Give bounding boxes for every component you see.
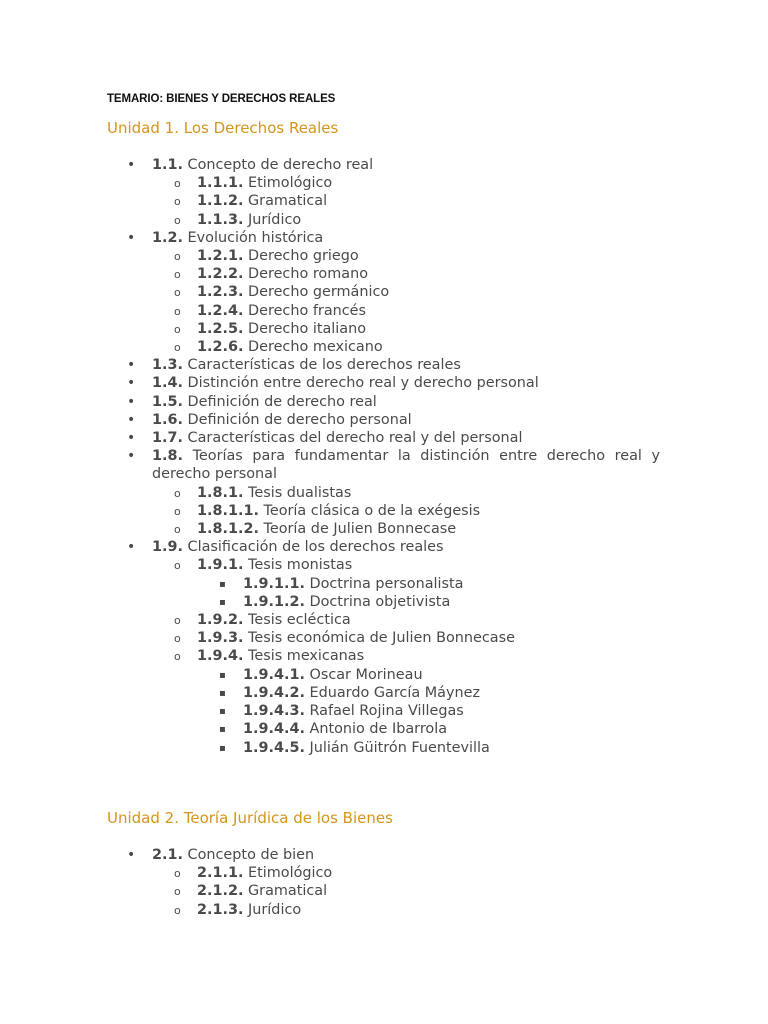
circle-bullet-icon: o [174, 486, 181, 500]
outline-item-level-1 [0, 229, 768, 247]
item-number: 1.9.1. [197, 557, 244, 574]
item-number: 1.9.4.4. [243, 721, 305, 738]
item-number: 2.1. [152, 847, 183, 863]
outline-item-level-1 [0, 846, 768, 864]
outline-item-level-1 [0, 538, 768, 556]
item-number: 1.4. [152, 375, 183, 392]
square-bullet-icon: ▪ [219, 669, 226, 681]
outline-item-level-1 [0, 429, 768, 447]
item-number: 1.1.3. [197, 211, 244, 228]
unit-1-heading: Unidad 1. Los Derechos Reales [107, 119, 339, 137]
square-bullet-icon: ▪ [219, 687, 226, 699]
outline-item-level-1 [0, 447, 660, 483]
item-text: Derecho germánico [248, 284, 390, 301]
outline-item-level-3 [0, 702, 768, 720]
item-text: Distinción entre derecho real y derecho personal [187, 375, 539, 392]
outline-item-level-2 [0, 174, 768, 192]
bullet-icon: • [127, 847, 136, 863]
item-text: Antonio de Ibarrola [309, 721, 448, 738]
item-text: Etimológico [248, 865, 333, 882]
outline-item-level-1 [0, 356, 768, 374]
bullet-icon: • [127, 357, 136, 374]
item-text: Características del derecho real y del personal [187, 430, 523, 447]
outline-item-level-2 [0, 302, 768, 320]
outline-item-level-1 [0, 411, 768, 429]
item-text: Eduardo García Máynez [309, 684, 480, 701]
bullet-icon: • [127, 157, 136, 173]
item-number: 2.1.1. [197, 865, 244, 882]
item-number: 1.9.2. [197, 612, 244, 629]
item-number: 1.6. [152, 411, 183, 428]
circle-bullet-icon: o [174, 559, 181, 573]
item-number: 1.8.1. [197, 484, 244, 501]
item-text: Clasificación de los derechos reales [187, 539, 444, 556]
outline-item-level-2 [0, 338, 768, 356]
item-text: Derecho griego [248, 248, 359, 265]
item-number: 1.7. [152, 430, 183, 447]
bullet-icon: • [127, 430, 136, 447]
item-text: Jurídico [248, 901, 302, 918]
item-text: Derecho romano [248, 266, 368, 283]
item-text: Etimológico [248, 175, 333, 192]
outline-item-level-2 [0, 647, 768, 665]
item-number: 1.8.1.1. [197, 502, 259, 519]
item-text: Tesis dualistas [248, 484, 352, 501]
circle-bullet-icon: o [174, 322, 181, 336]
outline-item-level-2 [0, 629, 768, 647]
bullet-icon: • [127, 393, 136, 410]
item-text: Definición de derecho personal [187, 411, 412, 428]
item-text: Derecho francés [248, 302, 367, 319]
circle-bullet-icon: o [174, 504, 181, 518]
circle-bullet-icon: o [174, 177, 181, 191]
outline-item-level-2 [0, 864, 768, 882]
item-number: 1.2.6. [197, 339, 244, 356]
square-bullet-icon: ▪ [219, 742, 226, 754]
circle-bullet-icon: o [174, 632, 181, 646]
item-text: Oscar Morineau [309, 666, 423, 683]
bullet-icon: • [127, 229, 136, 246]
item-text: Gramatical [248, 193, 328, 210]
document-title: TEMARIO: BIENES Y DERECHOS REALES [107, 93, 336, 105]
circle-bullet-icon: o [174, 286, 181, 300]
item-text: Derecho italiano [248, 320, 367, 337]
square-bullet-icon: ▪ [219, 578, 226, 590]
item-number: 1.9.4.2. [243, 684, 305, 701]
item-number: 1.8.1.2. [197, 521, 259, 538]
bullet-icon: • [127, 448, 136, 465]
outline-item-level-3 [0, 684, 768, 702]
outline-item-level-2 [0, 320, 768, 338]
unit-1-outline [0, 156, 768, 757]
item-number: 1.9.4. [197, 648, 244, 665]
circle-bullet-icon: o [174, 614, 181, 628]
circle-bullet-icon: o [174, 885, 181, 899]
outline-item-level-1 [0, 156, 768, 174]
item-text: Características de los derechos reales [187, 357, 461, 374]
bullet-icon: • [127, 411, 136, 428]
circle-bullet-icon: o [174, 341, 181, 355]
item-text: Concepto de bien [187, 847, 315, 863]
item-text: Definición de derecho real [187, 393, 377, 410]
item-text: Rafael Rojina Villegas [309, 703, 464, 720]
unit-2-outline [0, 846, 768, 919]
item-number: 1.9.1.1. [243, 575, 305, 592]
item-number: 1.1. [152, 157, 183, 173]
outline-item-level-3 [0, 720, 768, 738]
outline-item-level-2 [0, 283, 768, 301]
circle-bullet-icon: o [174, 213, 181, 227]
outline-item-level-3 [0, 666, 768, 684]
outline-item-level-2 [0, 556, 768, 574]
item-text: Gramatical [248, 883, 328, 900]
outline-item-level-3 [0, 575, 768, 593]
item-number: 1.1.2. [197, 193, 244, 210]
item-number: 1.9.3. [197, 630, 244, 647]
item-number: 1.2.4. [197, 302, 244, 319]
outline-item-level-2 [0, 882, 768, 900]
outline-item-level-2 [0, 192, 768, 210]
outline-item-level-1 [0, 374, 768, 392]
item-text: Tesis ecléctica [248, 612, 351, 629]
item-text: Concepto de derecho real [187, 157, 374, 173]
circle-bullet-icon: o [174, 268, 181, 282]
item-number: 1.9.4.3. [243, 703, 305, 720]
unit-2-heading: Unidad 2. Teoría Jurídica de los Bienes [107, 809, 393, 827]
item-text: Evolución histórica [187, 229, 324, 246]
item-number: 1.1.1. [197, 175, 244, 192]
item-number: 1.3. [152, 357, 183, 374]
square-bullet-icon: ▪ [219, 596, 226, 608]
outline-item-level-2 [0, 502, 768, 520]
item-text: Tesis monistas [248, 557, 353, 574]
item-number: 1.9. [152, 539, 183, 556]
outline-item-level-2 [0, 247, 768, 265]
circle-bullet-icon: o [174, 250, 181, 264]
outline-item-level-2 [0, 484, 768, 502]
item-number: 1.2.1. [197, 248, 244, 265]
item-number: 1.9.1.2. [243, 593, 305, 610]
item-text: Tesis mexicanas [248, 648, 365, 665]
outline-item-level-2 [0, 520, 768, 538]
item-number: 1.9.4.5. [243, 739, 305, 756]
item-number: 1.8. [152, 448, 183, 465]
item-number: 2.1.2. [197, 883, 244, 900]
item-number: 1.2.2. [197, 266, 244, 283]
circle-bullet-icon: o [174, 650, 181, 664]
item-text: Doctrina personalista [309, 575, 464, 592]
circle-bullet-icon: o [174, 867, 181, 881]
circle-bullet-icon: o [174, 195, 181, 209]
outline-item-level-3 [0, 739, 768, 757]
item-text: Doctrina objetivista [309, 593, 451, 610]
item-text: Teoría clásica o de la exégesis [263, 502, 481, 519]
item-text: Teoría de Julien Bonnecase [263, 521, 457, 538]
circle-bullet-icon: o [174, 523, 181, 537]
outline-item-level-2 [0, 211, 768, 229]
item-text: Julián Güitrón Fuentevilla [309, 739, 490, 756]
item-text: Jurídico [248, 211, 302, 228]
item-number: 1.2. [152, 229, 183, 246]
item-number: 1.5. [152, 393, 183, 410]
outline-item-level-2 [0, 265, 768, 283]
outline-item-level-2 [0, 901, 768, 919]
square-bullet-icon: ▪ [219, 724, 226, 736]
outline-item-level-1 [0, 393, 768, 411]
circle-bullet-icon: o [174, 304, 181, 318]
item-number: 2.1.3. [197, 901, 244, 918]
square-bullet-icon: ▪ [219, 706, 226, 718]
circle-bullet-icon: o [174, 903, 181, 917]
item-text: Derecho mexicano [248, 339, 383, 356]
bullet-icon: • [127, 375, 136, 392]
outline-item-level-3 [0, 593, 768, 611]
item-number: 1.2.3. [197, 284, 244, 301]
item-text: Tesis económica de Julien Bonnecase [248, 630, 515, 647]
bullet-icon: • [127, 539, 136, 556]
item-number: 1.2.5. [197, 320, 244, 337]
item-text: Teorías para fundamentar la distinción entre derecho real y derecho personal [152, 448, 660, 483]
item-number: 1.9.4.1. [243, 666, 305, 683]
outline-item-level-2 [0, 611, 768, 629]
